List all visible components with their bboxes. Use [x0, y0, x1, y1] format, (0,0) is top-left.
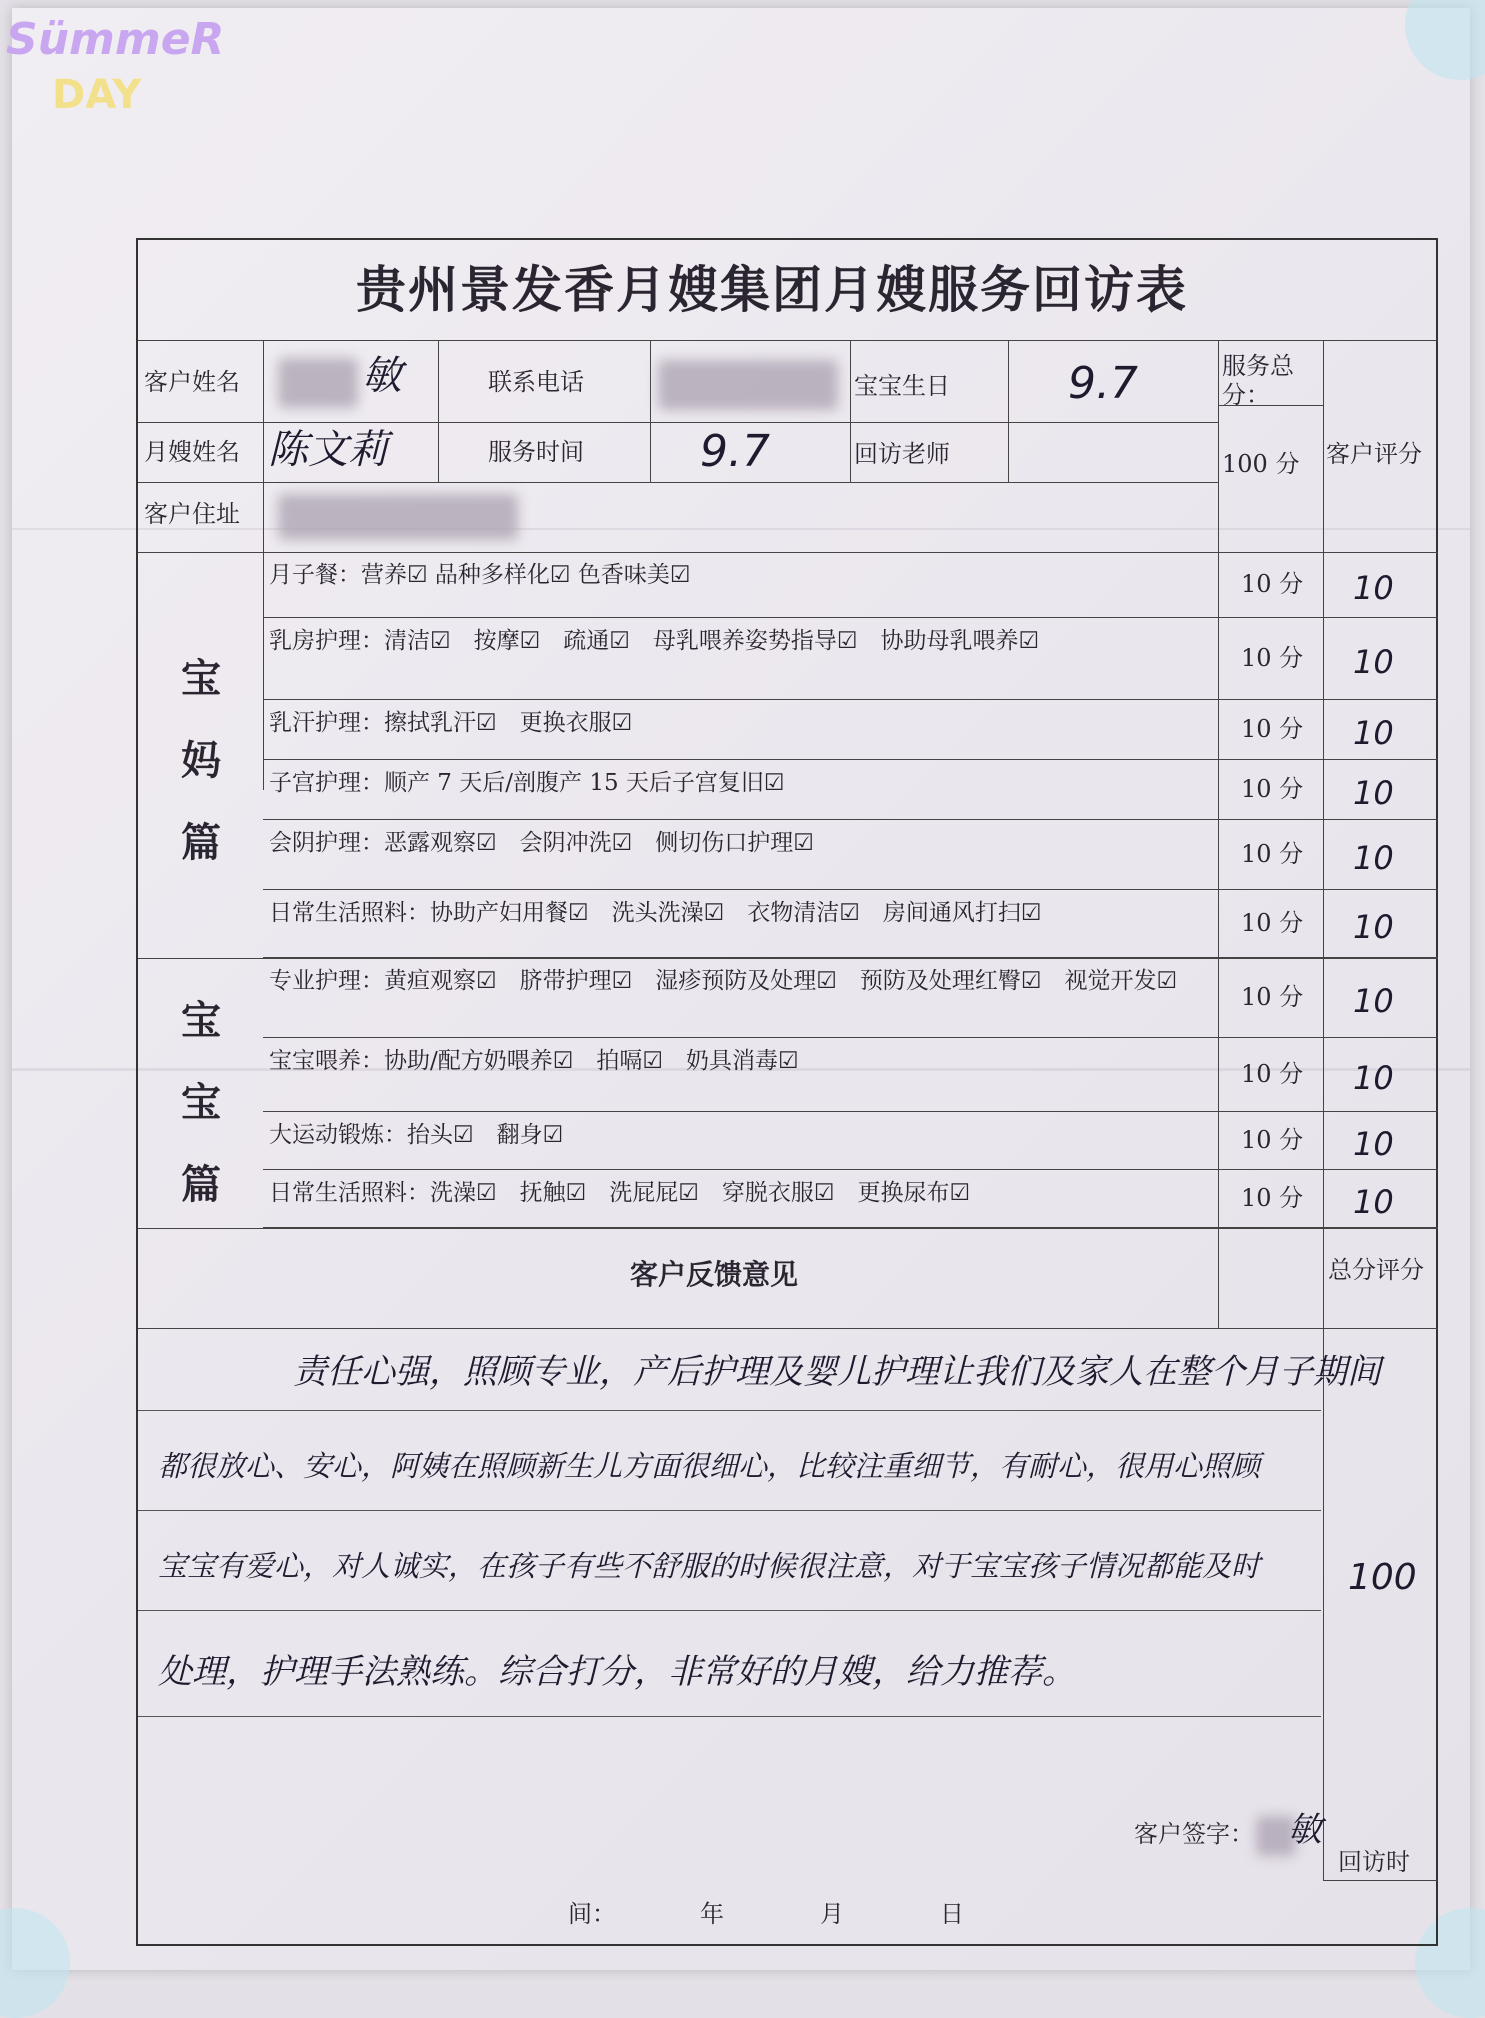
feedback-line: 宝宝有爱心，对人诚实，在孩子有些不舒服的时候很注意，对于宝宝孩子情况都能及时 — [158, 1549, 1261, 1583]
sticker-text-2: DAY — [52, 72, 142, 118]
sticker-text-1: SümmeR — [6, 14, 225, 65]
redacted-address — [278, 494, 518, 540]
divider — [138, 340, 1438, 341]
service-item-points: 10 分 — [1241, 840, 1304, 868]
service-item-text: 月子餐：营养☑ 品种多样化☑ 色香味美☑ — [269, 562, 691, 588]
service-item-row — [263, 820, 1438, 890]
service-item-text: 日常生活照料：协助产妇用餐☑ 洗头洗澡☑ 衣物清洁☑ 房间通风打扫☑ — [269, 900, 1042, 926]
divider — [1008, 340, 1009, 482]
divider — [138, 1228, 1438, 1229]
baby-section-label: 宝宝篇 — [181, 998, 221, 1208]
service-item-score: 10 — [1353, 908, 1394, 946]
feedback-title: 客户反馈意见 — [630, 1258, 799, 1291]
visit-time-label: 回访时 — [1338, 1848, 1410, 1876]
service-item-points: 10 分 — [1241, 1184, 1304, 1212]
service-time-value: 9.7 — [700, 426, 770, 477]
feedback-line: 都很放心、安心，阿姨在照顾新生儿方面很细心，比较注重细节，有耐心，很用心照顾 — [158, 1449, 1261, 1483]
service-item-text: 日常生活照料：洗澡☑ 抚触☑ 洗屁屁☑ 穿脱衣服☑ 更换尿布☑ — [269, 1180, 971, 1206]
divider — [138, 1328, 1438, 1329]
divider — [138, 422, 1218, 423]
service-total-value: 100 分 — [1222, 450, 1300, 478]
service-item-score: 10 — [1353, 1125, 1394, 1163]
visit-teacher-label: 回访老师 — [854, 440, 950, 468]
service-total-label: 服务总分： — [1222, 352, 1294, 409]
signature-value: 敏 — [1288, 1810, 1322, 1850]
divider — [850, 340, 851, 482]
service-visit-form — [136, 238, 1438, 1946]
service-item-row — [263, 1112, 1438, 1170]
service-item-text: 乳汗护理：擦拭乳汗☑ 更换衣服☑ — [269, 710, 633, 736]
redacted-name — [278, 358, 358, 408]
service-item-score: 10 — [1353, 569, 1394, 607]
service-item-row — [263, 760, 1438, 820]
service-item-row — [263, 958, 1438, 1038]
service-item-score: 10 — [1353, 774, 1394, 812]
service-item-row — [263, 552, 1438, 618]
divider — [438, 340, 439, 482]
service-item-text: 宝宝喂养：协助/配方奶喂养☑ 拍嗝☑ 奶具消毒☑ — [269, 1048, 799, 1074]
total-score-label: 总分评分 — [1328, 1256, 1424, 1284]
feedback-line: 责任心强，照顾专业，产后护理及婴儿护理让我们及家人在整个月子期间 — [293, 1352, 1381, 1392]
phone-label: 联系电话 — [488, 368, 584, 396]
feedback-line: 处理，护理手法熟练。综合打分，非常好的月嫂，给力推荐。 — [158, 1652, 1076, 1692]
baby-birthday-value: 9.7 — [1068, 358, 1138, 409]
service-item-score: 10 — [1353, 1059, 1394, 1097]
feedback-rule — [138, 1410, 1321, 1411]
service-item-points: 10 分 — [1241, 775, 1304, 803]
customer-name-value: 敏 — [362, 353, 402, 399]
service-item-score: 10 — [1353, 643, 1394, 681]
service-item-points: 10 分 — [1241, 983, 1304, 1011]
service-item-text: 会阴护理：恶露观察☑ 会阴冲洗☑ 侧切伤口护理☑ — [269, 830, 814, 856]
nanny-name-value: 陈文莉 — [268, 427, 388, 473]
baby-birthday-label: 宝宝生日 — [854, 372, 950, 400]
customer-score-header: 客户评分 — [1326, 440, 1422, 468]
divider — [1323, 1880, 1438, 1881]
summer-day-sticker — [6, 14, 225, 134]
address-label: 客户住址 — [144, 500, 240, 528]
total-score-value: 100 — [1348, 1557, 1417, 1598]
divider — [138, 482, 1218, 483]
service-item-row — [263, 700, 1438, 760]
nanny-name-label: 月嫂姓名 — [144, 438, 240, 466]
redacted-phone — [658, 360, 838, 410]
customer-name-label: 客户姓名 — [144, 368, 240, 396]
service-item-row — [263, 1170, 1438, 1228]
service-item-score: 10 — [1353, 714, 1394, 752]
visit-date-label: 间： 年 月 日 — [568, 1900, 964, 1928]
service-item-points: 10 分 — [1241, 1060, 1304, 1088]
service-item-points: 10 分 — [1241, 909, 1304, 937]
feedback-rule — [138, 1716, 1321, 1717]
service-item-row — [263, 1038, 1438, 1112]
service-item-row — [263, 618, 1438, 700]
service-item-points: 10 分 — [1241, 644, 1304, 672]
divider — [650, 340, 651, 482]
service-item-points: 10 分 — [1241, 715, 1304, 743]
service-item-text: 子宫护理：顺产 7 天后/剖腹产 15 天后子宫复旧☑ — [269, 770, 785, 796]
mom-section-label: 宝妈篇 — [181, 656, 221, 866]
feedback-rule — [138, 1510, 1321, 1511]
service-item-score: 10 — [1353, 1183, 1394, 1221]
service-item-text: 专业护理：黄疸观察☑ 脐带护理☑ 湿疹预防及处理☑ 预防及处理红臀☑ 视觉开发☑ — [269, 968, 1178, 994]
service-item-points: 10 分 — [1241, 1126, 1304, 1154]
service-item-row — [263, 890, 1438, 958]
signature-label: 客户签字： — [1134, 1820, 1254, 1848]
service-time-label: 服务时间 — [488, 438, 584, 466]
form-title: 贵州景发香月嫂集团月嫂服务回访表 — [356, 261, 1188, 319]
feedback-rule — [138, 1610, 1321, 1611]
service-item-points: 10 分 — [1241, 570, 1304, 598]
service-item-text: 大运动锻炼：抬头☑ 翻身☑ — [269, 1122, 564, 1148]
service-item-text: 乳房护理：清洁☑ 按摩☑ 疏通☑ 母乳喂养姿势指导☑ 协助母乳喂养☑ — [269, 628, 1040, 654]
service-item-score: 10 — [1353, 839, 1394, 877]
service-item-score: 10 — [1353, 982, 1394, 1020]
